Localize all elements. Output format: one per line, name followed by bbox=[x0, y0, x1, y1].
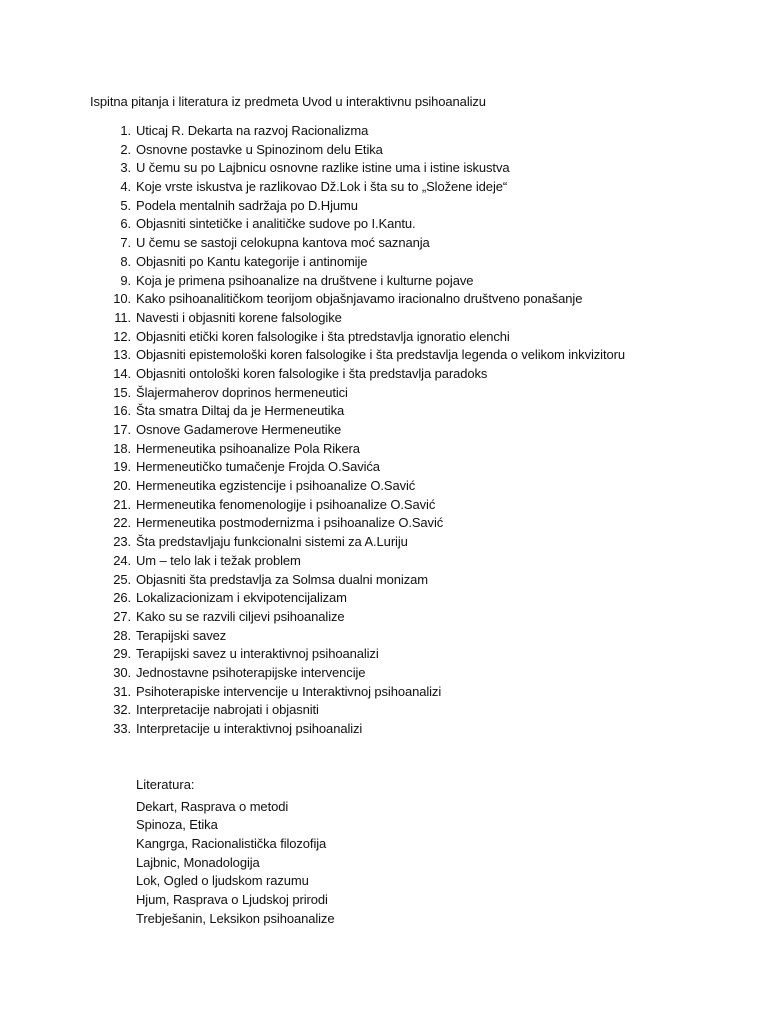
question-text: Objasniti epistemološki koren falsologike i šta predstavlja legenda o velikom inkvizitoru bbox=[136, 347, 625, 363]
question-text: Uticaj R. Dekarta na razvoj Racionalizma bbox=[136, 123, 369, 138]
question-number: 7. bbox=[120, 235, 131, 251]
question-text: U čemu su po Lajbnicu osnovne razlike istine uma i istine iskustva bbox=[136, 160, 510, 176]
literature-item: Trebješanin, Leksikon psihoanalize bbox=[136, 910, 335, 926]
question-number: 17. bbox=[113, 422, 131, 437]
question-text: Šta smatra Diltaj da je Hermeneutika bbox=[136, 403, 345, 419]
question-number: 32. bbox=[113, 702, 131, 718]
question-number: 27. bbox=[113, 608, 131, 624]
question-number: 20. bbox=[113, 478, 131, 494]
question-text: Objasniti ontološki koren falsologike i šta predstavlja paradoks bbox=[136, 365, 488, 381]
question-text: Terapijski savez bbox=[136, 627, 227, 643]
literature-item: Dekart, Rasprava o metodi bbox=[136, 798, 289, 814]
question-text: U čemu se sastoji celokupna kantova moć saznanja bbox=[136, 235, 430, 251]
question-number: 3. bbox=[120, 160, 131, 176]
question-text: Kako psihoanalitičkom teorijom objašnjavamo iracionalno društveno ponašanje bbox=[136, 291, 583, 307]
question-number: 18. bbox=[113, 440, 131, 456]
question-number: 11. bbox=[114, 309, 131, 325]
question-text: Hermeneutika psihoanalize Pola Rikera bbox=[136, 440, 360, 456]
question-text: Objasniti etički koren falsologike i šta ptredstavlja ignoratio elenchi bbox=[136, 328, 510, 344]
literature-section bbox=[136, 776, 334, 929]
literature-item: Lok, Ogled o ljudskom razumu bbox=[136, 873, 309, 889]
question-number: 28. bbox=[113, 627, 131, 643]
question-number: 13. bbox=[113, 347, 131, 363]
question-number: 22. bbox=[113, 515, 131, 531]
question-text: Podela mentalnih sadržaja po D.Hjumu bbox=[136, 197, 358, 213]
question-number: 23. bbox=[113, 534, 131, 550]
question-number: 24. bbox=[113, 552, 131, 568]
question-text: Koje vrste iskustva je razlikovao Dž.Lok i šta su to „Složene ideje“ bbox=[136, 179, 508, 195]
question-number: 29. bbox=[113, 646, 131, 662]
literature-item: Spinoza, Etika bbox=[136, 817, 218, 833]
question-number: 10. bbox=[113, 291, 131, 307]
question-text: Objasniti šta predstavlja za Solmsa dualni monizam bbox=[136, 571, 428, 587]
question-number: 25. bbox=[113, 571, 131, 587]
question-number: 30. bbox=[113, 664, 131, 680]
question-text: Interpretacije nabrojati i objasniti bbox=[136, 702, 319, 718]
document-title: Ispitna pitanja i literatura iz predmeta Uvod u interaktivnu psihoanalizu bbox=[90, 94, 486, 109]
question-text: Objasniti po Kantu kategorije i antinomije bbox=[136, 253, 368, 269]
question-number: 15. bbox=[113, 384, 131, 400]
question-text: Šlajermaherov doprinos hermeneutici bbox=[136, 384, 348, 400]
question-number: 6. bbox=[120, 216, 131, 232]
question-text: Koja je primena psihoanalize na društvene i kulturne pojave bbox=[136, 272, 474, 288]
question-number: 33. bbox=[113, 721, 131, 736]
literature-list bbox=[136, 798, 334, 929]
literature-item: Kangrga, Racionalistička filozofija bbox=[136, 836, 327, 852]
literature-item: Lajbnic, Monadologija bbox=[136, 854, 260, 870]
question-number: 9. bbox=[120, 272, 131, 288]
question-text: Hermeneutika egzistencije i psihoanalize O.Savić bbox=[136, 478, 416, 494]
question-text: Terapijski savez u interaktivnoj psihoanalizi bbox=[136, 646, 379, 662]
question-number: 16. bbox=[113, 403, 131, 419]
question-text: Jednostavne psihoterapijske intervencije bbox=[136, 664, 366, 680]
question-text: Kako su se razvili ciljevi psihoanalize bbox=[136, 608, 345, 624]
question-number: 21. bbox=[113, 496, 131, 512]
question-number: 14. bbox=[113, 365, 131, 381]
literature-item: Hjum, Rasprava o Ljudskoj prirodi bbox=[136, 892, 328, 908]
question-text: Šta predstavljaju funkcionalni sistemi za A.Luriju bbox=[136, 534, 408, 550]
question-text: Osnovne postavke u Spinozinom delu Etika bbox=[136, 141, 383, 157]
question-number: 19. bbox=[113, 459, 131, 475]
question-text: Lokalizacionizam i ekvipotencijalizam bbox=[136, 590, 347, 606]
question-text: Um – telo lak i težak problem bbox=[136, 552, 301, 568]
question-number: 1. bbox=[120, 123, 131, 138]
question-number: 12. bbox=[113, 328, 131, 344]
question-text: Navesti i objasniti korene falsologike bbox=[136, 309, 342, 325]
question-text: Hermeneutika fenomenologije i psihoanalize O.Savić bbox=[136, 496, 436, 512]
question-text: Hermeneutičko tumačenje Frojda O.Savića bbox=[136, 459, 380, 475]
question-number: 5. bbox=[120, 197, 131, 213]
question-text: Osnove Gadamerove Hermeneutike bbox=[136, 422, 342, 437]
question-text: Interpretacije u interaktivnoj psihoanalizi bbox=[136, 721, 363, 736]
question-text: Hermeneutika postmodernizma i psihoanalize O.Savić bbox=[136, 515, 444, 531]
question-number: 4. bbox=[120, 179, 131, 195]
question-text: Psihoterapiske intervencije u Interaktivnoj psihoanalizi bbox=[136, 683, 442, 699]
question-number: 31. bbox=[113, 683, 131, 699]
question-text: Objasniti sintetičke i analitičke sudove po I.Kantu. bbox=[136, 216, 416, 232]
question-number: 2. bbox=[120, 141, 131, 157]
question-number: 26. bbox=[113, 590, 131, 606]
question-number: 8. bbox=[120, 253, 131, 269]
literature-heading: Literatura: bbox=[136, 777, 195, 792]
